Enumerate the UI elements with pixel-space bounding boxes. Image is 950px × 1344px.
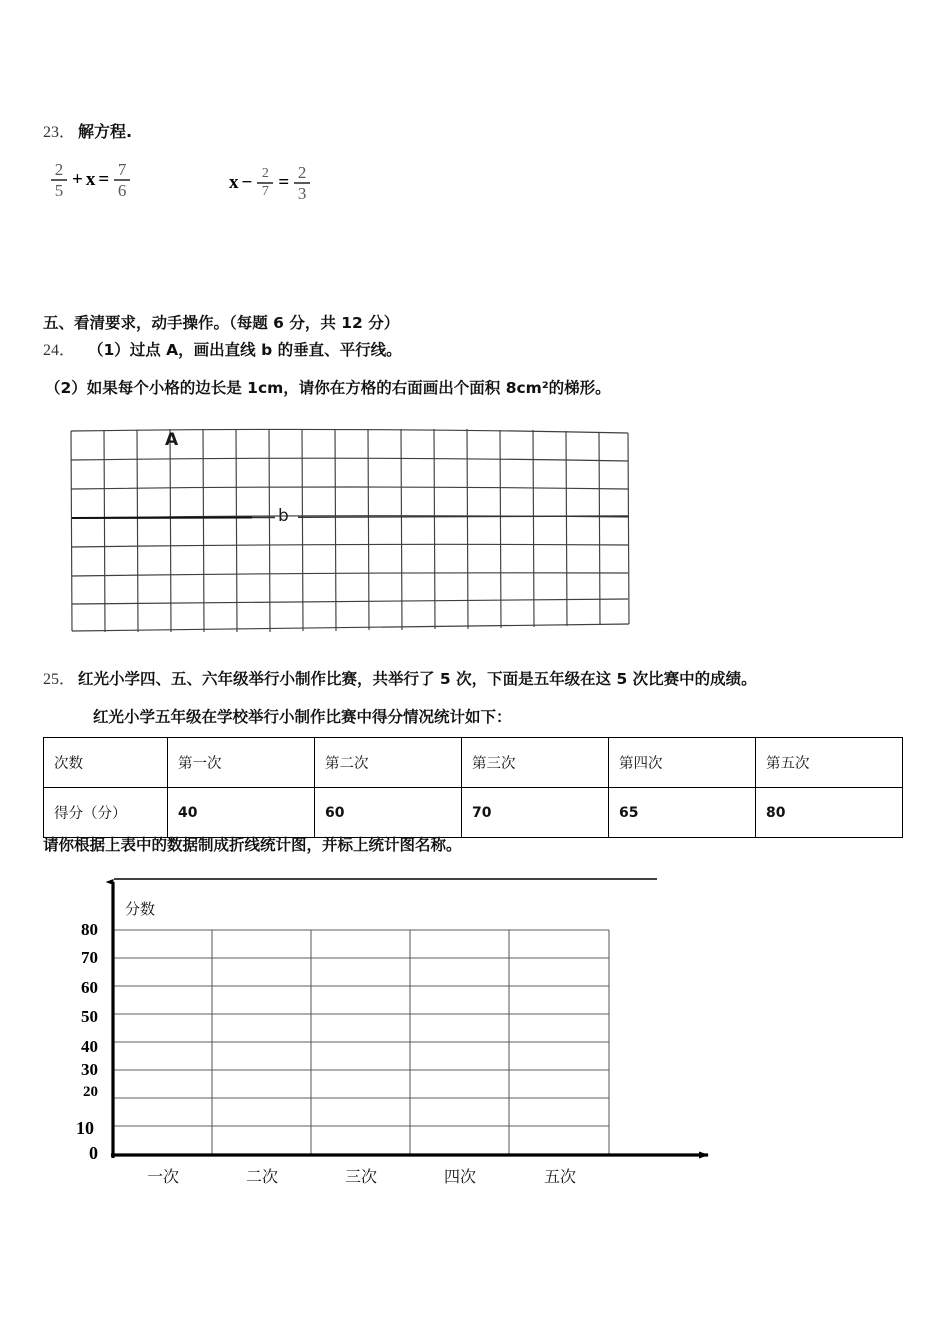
- q24-grid-paper: [70, 427, 632, 634]
- table-row-scores: [44, 788, 903, 838]
- equals-operator: =: [278, 171, 290, 193]
- table-cell-score-4: 65: [609, 788, 756, 838]
- variable-x: x: [229, 171, 239, 193]
- y-tick-label-40: 40: [81, 1037, 98, 1056]
- section-5-heading: 五、看清要求，动手操作。（每题 6 分，共 12 分）: [43, 314, 400, 332]
- q24-part2-text: （2）如果每个小格的边长是 1cm，请你在方格的右面画出个面积 8cm²的梯形。: [45, 379, 611, 397]
- plus-operator: +: [72, 168, 83, 190]
- q23-equation-2: [228, 163, 313, 203]
- q25-number: 25．: [43, 671, 76, 688]
- y-tick-label-80: 80: [81, 920, 98, 939]
- x-tick-label-4: 四次: [443, 1167, 476, 1186]
- table-row-header: [44, 738, 903, 788]
- chart-y-axis-title: 分数: [125, 900, 156, 918]
- table-header-attempt-4: 第四次: [609, 738, 756, 788]
- variable-x: x: [85, 168, 96, 190]
- y-tick-label-0: 0: [89, 1143, 98, 1163]
- q25-stem-text: 红光小学四、五、六年级举行小制作比赛，共举行了 5 次，下面是五年级在这 5 次比赛中的成绩。: [78, 670, 757, 688]
- y-tick-label-30: 30: [81, 1060, 98, 1079]
- q24-number: 24．: [43, 342, 76, 359]
- x-tick-label-2: 二次: [245, 1167, 278, 1186]
- score-table: [43, 737, 903, 838]
- line-b-stroke: [72, 518, 252, 519]
- x-tick-label-5: 五次: [543, 1167, 576, 1186]
- grid-paper-svg: [70, 427, 632, 634]
- x-tick-label-1: 一次: [146, 1167, 179, 1186]
- y-tick-label-70: 70: [81, 948, 98, 967]
- table-cell-score-1: 40: [168, 788, 315, 838]
- fraction-2-over-3: $\frac{2}{3}$: [294, 163, 310, 203]
- table-header-attempt-3: 第三次: [462, 738, 609, 788]
- grid-point-a-label: A: [165, 430, 179, 450]
- table-cell-score-5: 80: [756, 788, 903, 838]
- fraction-2-over-5: $\frac{2}{5}$: [51, 160, 67, 200]
- chart-grid: [113, 930, 609, 1154]
- grid-lines: [71, 429, 629, 632]
- q23-number: 23．: [43, 124, 76, 141]
- y-tick-label-10: 10: [76, 1118, 94, 1138]
- minus-operator: −: [241, 171, 253, 193]
- q25-instruction: 请你根据上表中的数据制成折线统计图，并标上统计图名称。: [43, 836, 462, 854]
- q25-table-caption: 红光小学五年级在学校举行小制作比赛中得分情况统计如下：: [93, 708, 512, 726]
- fraction-2-over-7: $\frac{2}{7}$: [257, 166, 273, 200]
- table-cell-score-2: 60: [315, 788, 462, 838]
- y-tick-label-50: 50: [81, 1007, 98, 1026]
- table-cell-score-3: 70: [462, 788, 609, 838]
- blank-line-chart: [40, 868, 780, 1208]
- fraction-7-over-6: $\frac{7}{6}$: [114, 160, 130, 200]
- chart-svg: [40, 868, 780, 1208]
- grid-line-b-label: b: [278, 506, 289, 526]
- table-header-attempt-1: 第一次: [168, 738, 315, 788]
- q23-prompt: 解方程.: [78, 122, 133, 141]
- table-header-attempt-5: 第五次: [756, 738, 903, 788]
- table-header-attempt-2: 第二次: [315, 738, 462, 788]
- equals-operator: =: [98, 168, 110, 190]
- table-row-label-score: 得分（分）: [44, 788, 168, 838]
- x-tick-label-3: 三次: [344, 1167, 377, 1186]
- y-tick-label-60: 60: [81, 978, 98, 997]
- q23-equation-1: [48, 160, 133, 200]
- y-tick-label-20: 20: [83, 1084, 98, 1100]
- q24-part1-text: （1）过点 A，画出直线 b 的垂直、平行线。: [88, 341, 402, 359]
- table-row-label-times: 次数: [44, 738, 168, 788]
